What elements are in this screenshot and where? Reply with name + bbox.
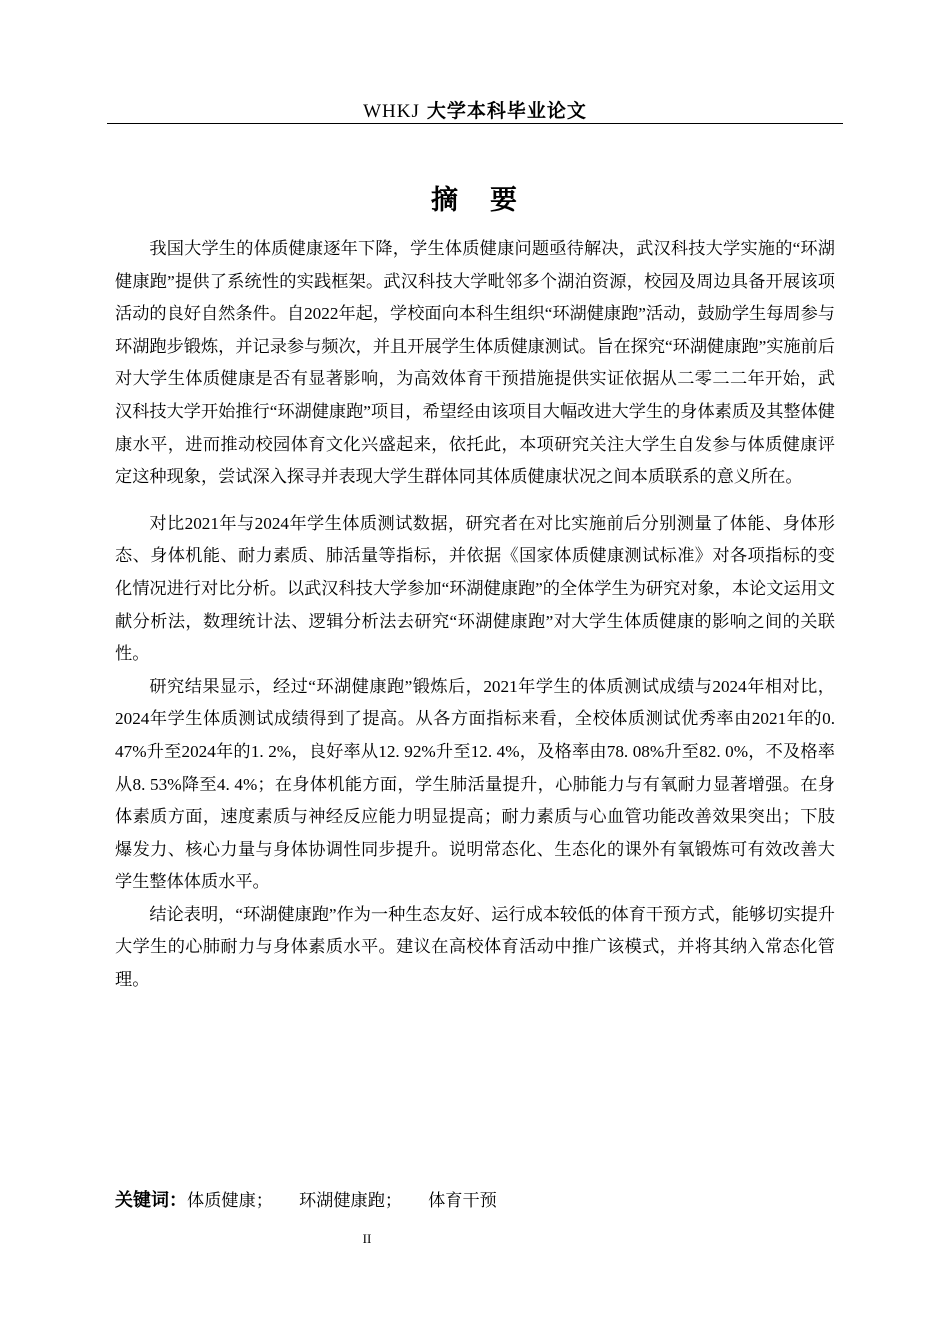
abstract-paragraph-4: 结论表明，“环湖健康跑”作为一种生态友好、运行成本较低的体育干预方式，能够切实提升大学生的心肺耐力与身体素质水平。建议在高校体育活动中推广该模式，并将其纳入常态化管理。 [115, 904, 835, 990]
keyword-item: 环湖健康跑； [298, 1191, 403, 1210]
keywords-line [115, 1185, 835, 1217]
abstract-paragraph-2: 对比2021年与2024年学生体质测试数据，研究者在对比实施前后分别测量了体能、身体形态、身体机能、耐力素质、肺活量等指标，并依据《国家体质健康测试标准》对各项指标的变化情况进行对比分析。以武汉科技大学参加“环湖健康跑”的全体学生为研究对象，本论文运用文献分析法，数理统计法、逻辑分析法去研究“环湖健康跑”对大学生体质健康的影响之间的关联性。 [115, 513, 835, 664]
page-number: II [362, 1231, 372, 1246]
keywords-label: 关键词： [115, 1190, 187, 1211]
header-title: 大学本科毕业论文 [426, 100, 587, 122]
title-char-2: 要 [490, 185, 519, 216]
header-latin: WHKJ [363, 101, 420, 122]
abstract-body [115, 233, 835, 997]
title-char-1: 摘 [431, 185, 460, 216]
keyword-item: 体育干预 [428, 1191, 497, 1210]
abstract-paragraph-1: 我国大学生的体质健康逐年下降，学生体质健康问题亟待解决，武汉科技大学实施的“环湖健康跑”提供了系统性的实践框架。武汉科技大学毗邻多个湖泊资源，校园及周边具备开展该项活动的良好自然条件。自2022年起，学校面向本科生组织“环湖健康跑”活动，鼓励学生每周参与环湖跑步锻炼，并记录参与频次，并且开展学生体质健康测试。旨在探究“环湖健康跑”实施前后对大学生体质健康是否有显著影响，为高效体育干预措施提供实证依据从二零二二年开始，武汉科技大学开始推行“环湖健康跑”项目，希望经由该项目大幅改进大学生的身体素质及其整体健康水平，进而推动校园体育文化兴盛起来，依托此，本项研究关注大学生自发参与体质健康评定这种现象，尝试深入探寻并表现大学生群体同其体质健康状况之间本质联系的意义所在。 [115, 239, 835, 487]
abstract-paragraph-3: 研究结果显示，经过“环湖健康跑”锻炼后，2021年学生的体质测试成绩与2024年相对比，2024年学生体质测试成绩得到了提高。从各方面指标来看，全校体质测试优秀率由2021年的0. 47%升至2024年的1. 2%，良好率从12. 92%升至12. 4%，及格率由78. 08%升至82. 0%，不及格率从8. 53%降至4. 4%；在身体机能方面，学生肺活量提升，心肺能力与有氧耐力显著增强。在身体素质方面，速度素质与神经反应能力明显提高；耐力素质与心血管功能改善效果突出；下肢爆发力、核心力量与身体协调性同步提升。说明常态化、生态化的课外有氧锻炼可有效改善大学生整体体质水平。 [115, 676, 835, 892]
keyword-item: 体质健康； [187, 1191, 273, 1210]
header-rule [107, 123, 843, 124]
abstract-title [107, 178, 843, 217]
page-header [107, 96, 843, 123]
